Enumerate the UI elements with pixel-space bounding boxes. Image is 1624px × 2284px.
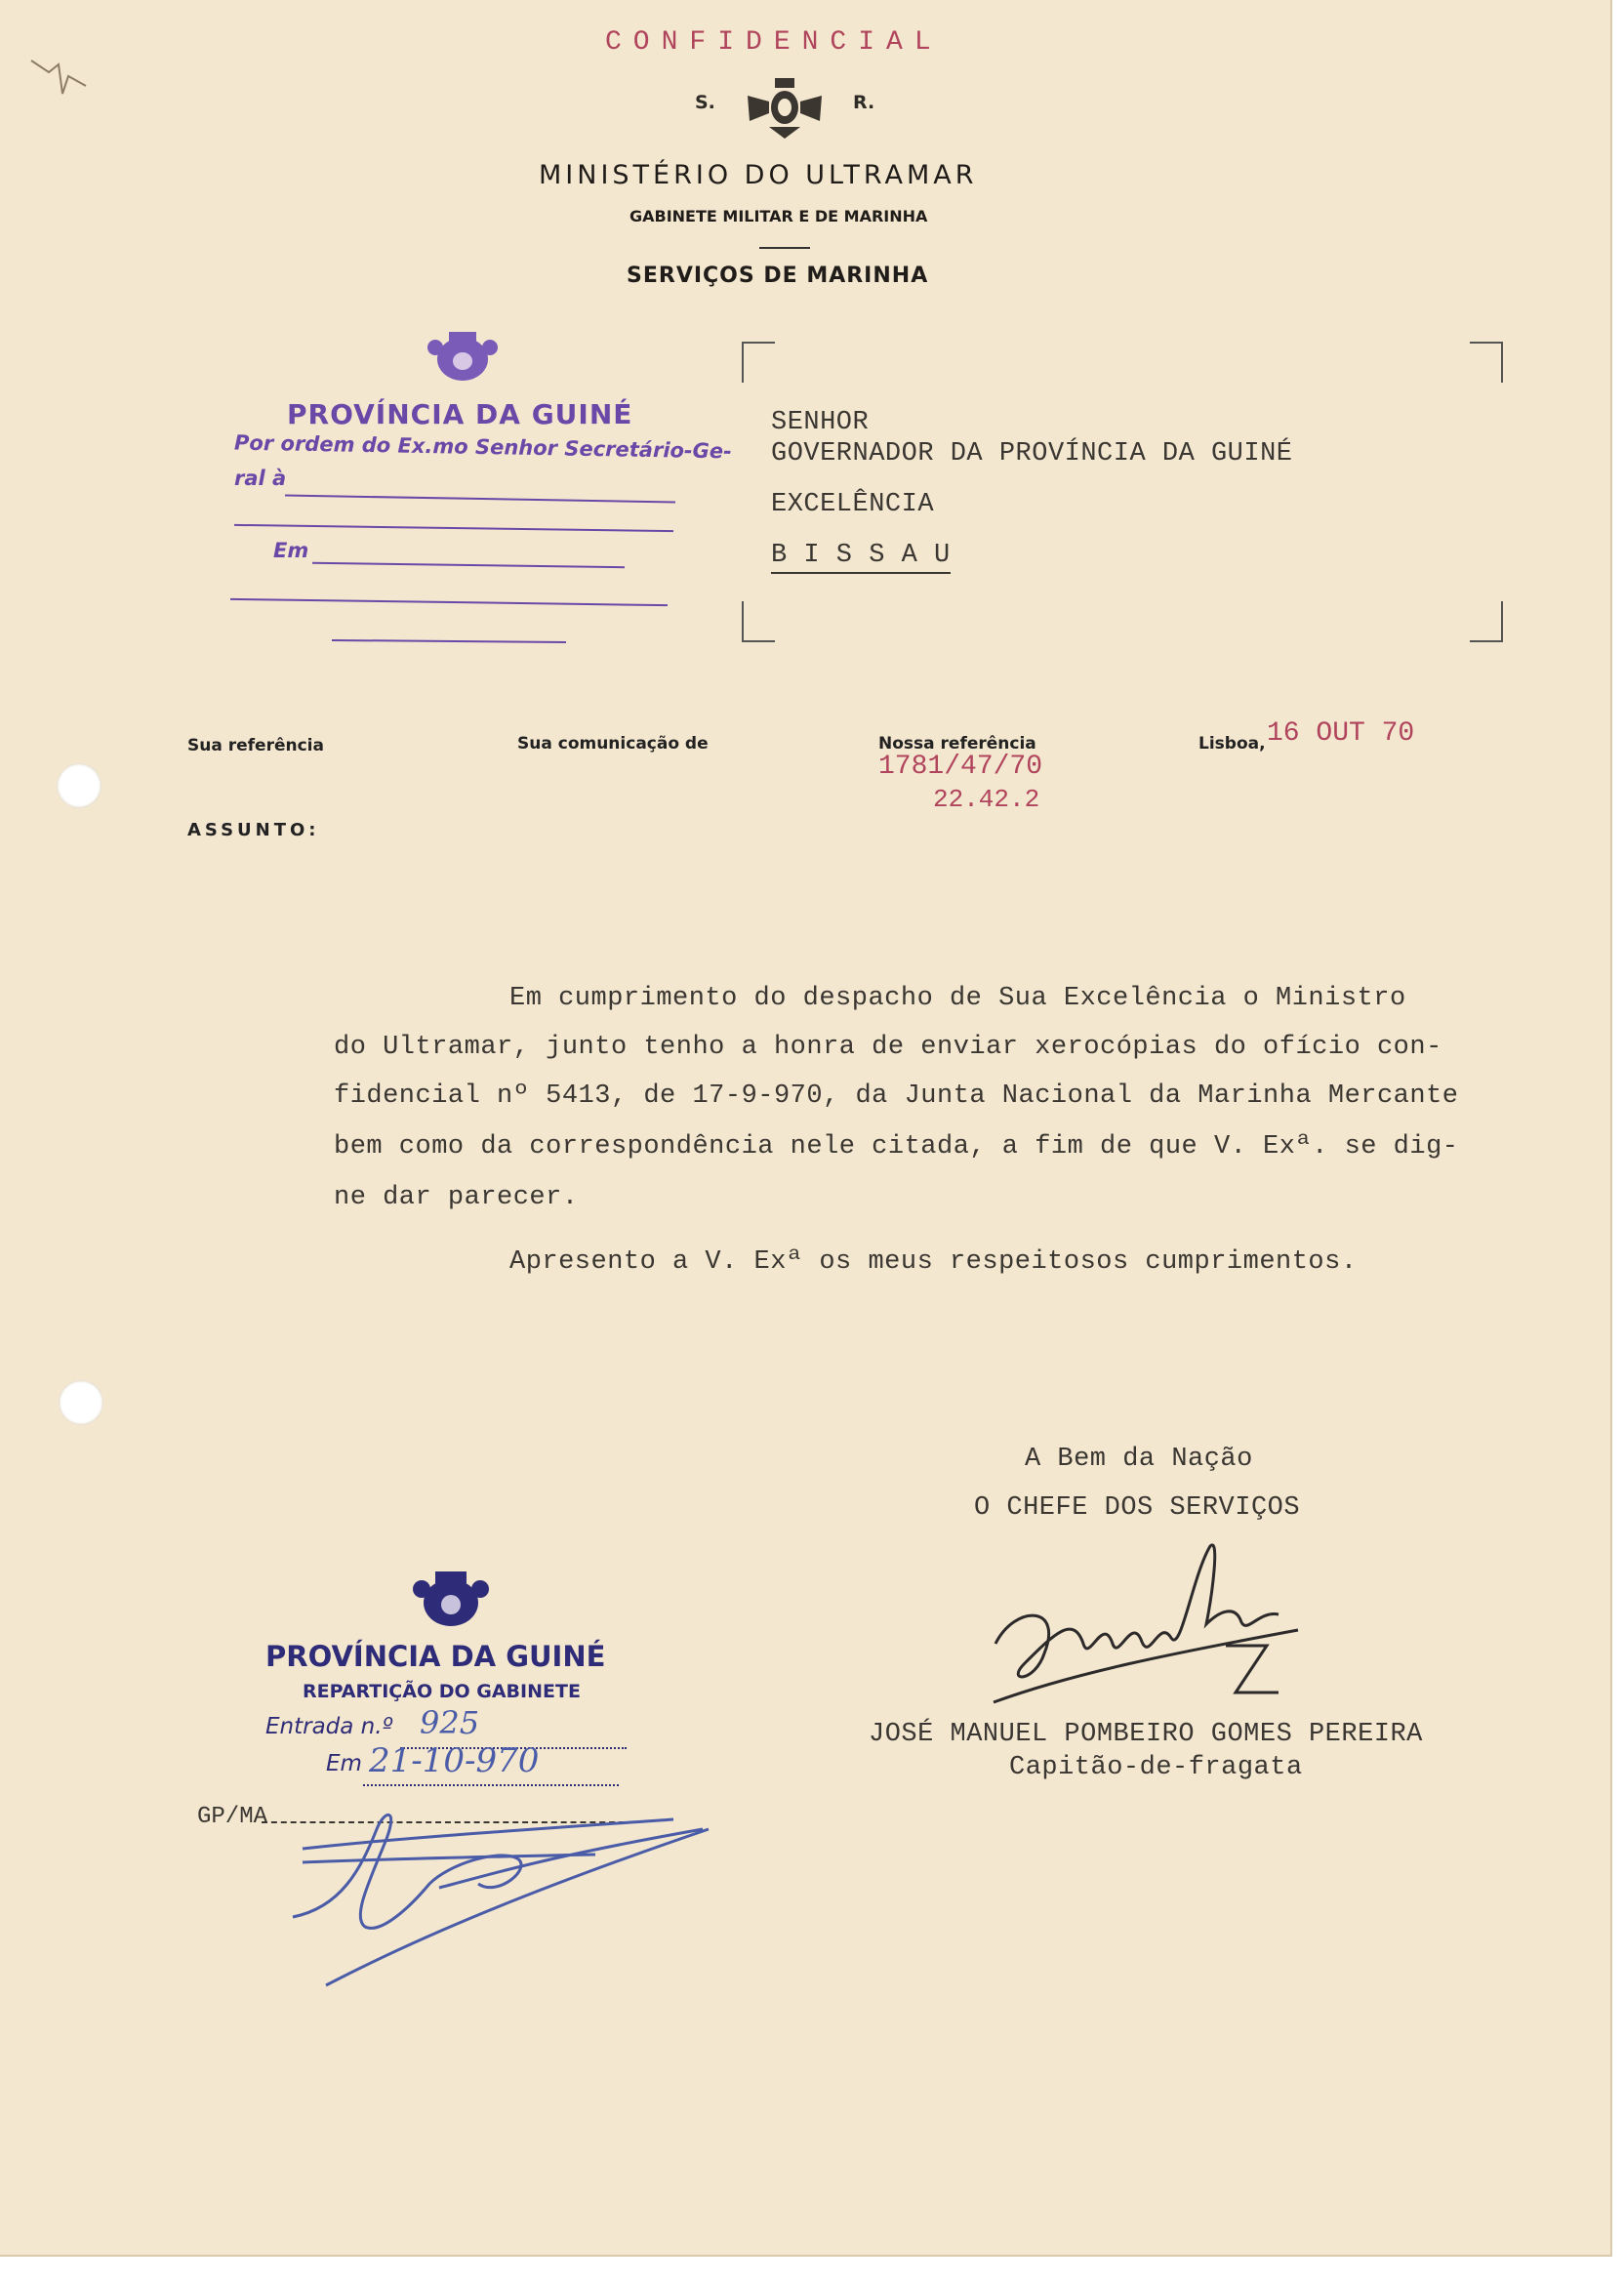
body-paragraph-1-line-1: Em cumprimento do despacho de Sua Excelência o Ministro [509, 984, 1406, 1013]
closing-line-2: O CHEFE DOS SERVIÇOS [974, 1493, 1301, 1523]
stamp-bottom-entrada-value: 925 [420, 1704, 480, 1741]
stamp-bottom-em-label: Em [326, 1751, 362, 1776]
addressee-city: B I S S A U [771, 541, 951, 574]
cabinet-subtitle: GABINETE MILITAR E DE MARINHA [629, 207, 928, 225]
coat-of-arms-icon [740, 72, 830, 143]
corner-tear [29, 47, 88, 105]
signatory-rank: Capitão-de-fragata [1009, 1753, 1303, 1782]
punch-hole-bottom [59, 1380, 103, 1425]
stamp-top-ral-line: ral à [234, 467, 287, 490]
crop-mark-top-right [1470, 342, 1503, 383]
body-paragraph-2: Apresento a V. Exª os meus respeitosos cumprimentos. [509, 1247, 1358, 1277]
stamp-top-rule-2 [234, 524, 673, 532]
nossa-referencia-value: 1781/47/70 [878, 752, 1043, 782]
crop-mark-bottom-left [742, 601, 775, 642]
stamp-top-em-label: Em [273, 539, 309, 562]
closing-line-1: A Bem da Nação [1025, 1445, 1253, 1474]
signatory-name: JOSÉ MANUEL POMBEIRO GOMES PEREIRA [869, 1720, 1423, 1749]
stamp-bottom-gp-label: GP/MA [197, 1804, 268, 1830]
nossa-referencia-sub: 22.42.2 [933, 785, 1040, 814]
classification-mark: CONFIDENCIAL [605, 27, 943, 58]
stamp-bottom-emblem-icon [402, 1566, 500, 1636]
crop-mark-bottom-right [1470, 601, 1503, 642]
letter-date: 16 OUT 70 [1267, 718, 1415, 749]
crop-mark-top-left [742, 342, 775, 383]
sua-referencia-label: Sua referência [187, 736, 324, 755]
stamp-top-rule-1 [285, 495, 675, 504]
header-divider [759, 247, 810, 249]
body-paragraph-1-line-5: ne dar parecer. [334, 1183, 579, 1212]
stamp-bottom-entrada-label: Entrada n.º [265, 1714, 393, 1739]
stamp-top-rule-5 [332, 639, 566, 643]
stamp-bottom-office: REPARTIÇÃO DO GABINETE [303, 1681, 581, 1702]
stamp-top-order-line: Por ordem do Ex.mo Senhor Secretário-Ge- [233, 430, 733, 464]
initials-signature [283, 1790, 712, 1995]
stamp-bottom-em-rule [363, 1784, 619, 1786]
stamp-top-rule-4 [230, 598, 668, 606]
body-paragraph-1-line-3: fidencial nº 5413, de 17-9-970, da Junta Nacional da Marinha Mercante [334, 1081, 1459, 1111]
lisboa-label: Lisboa, [1198, 734, 1266, 754]
services-title: SERVIÇOS DE MARINHA [627, 264, 929, 288]
addressee-line-3: EXCELÊNCIA [771, 490, 935, 519]
nossa-referencia-label: Nossa referência [878, 734, 1036, 754]
stamp-bottom-province: PROVÍNCIA DA GUINÉ [265, 1640, 606, 1673]
seal-right-letter: R. [853, 92, 875, 113]
assunto-label: ASSUNTO: [187, 820, 320, 840]
punch-hole-top [57, 763, 102, 808]
body-paragraph-1-line-2: do Ultramar, junto tenho a honra de enviar xerocópias do ofício con- [334, 1033, 1442, 1062]
sua-comunicacao-label: Sua comunicação de [517, 734, 709, 754]
stamp-emblem-icon [418, 326, 508, 390]
stamp-bottom-em-value: 21-10-970 [369, 1741, 540, 1780]
stamp-top-rule-3 [312, 562, 625, 568]
ministry-title: MINISTÉRIO DO ULTRAMAR [539, 160, 978, 190]
addressee-line-2: GOVERNADOR DA PROVÍNCIA DA GUINÉ [771, 439, 1293, 469]
stamp-top-province: PROVÍNCIA DA GUINÉ [287, 398, 633, 430]
chief-signature [986, 1536, 1318, 1722]
seal-left-letter: S. [695, 92, 715, 113]
addressee-line-1: SENHOR [771, 408, 870, 437]
body-paragraph-1-line-4: bem como da correspondência nele citada, a fim de que V. Exª. se dig- [334, 1132, 1459, 1162]
